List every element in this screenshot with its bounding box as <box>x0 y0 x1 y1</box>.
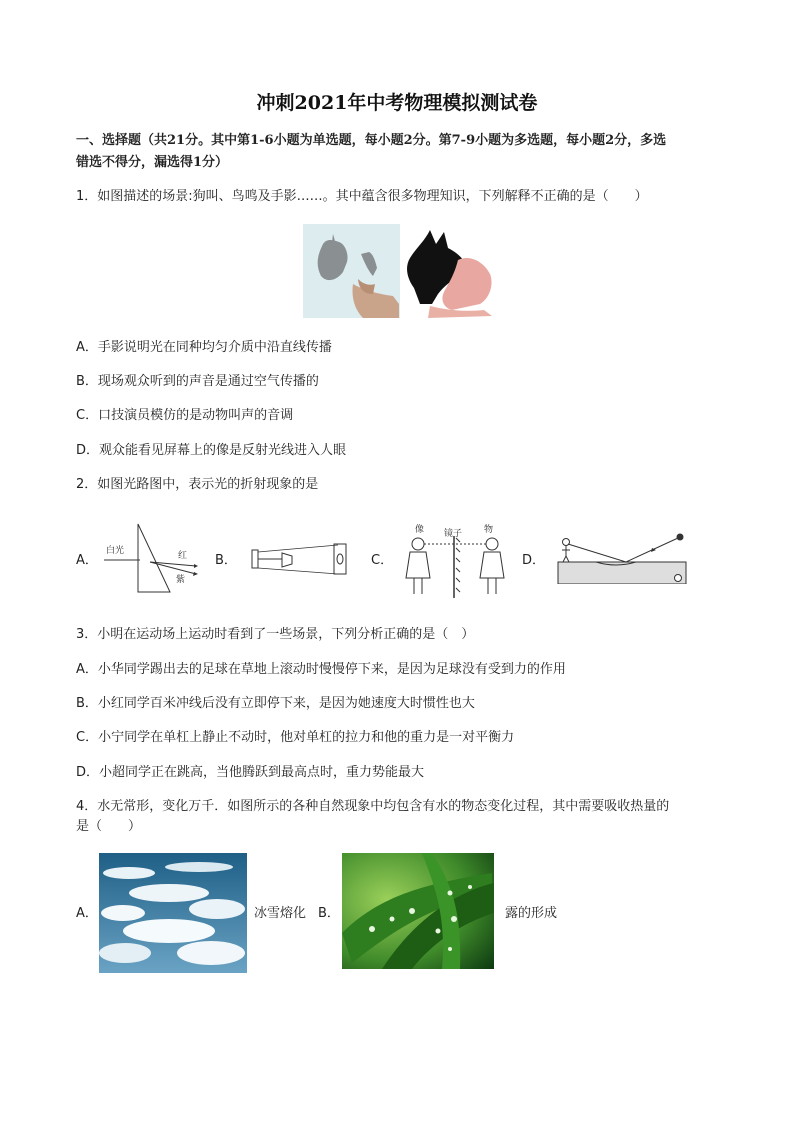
melting-ice-image <box>99 853 247 973</box>
question-3-stem: 3．小明在运动场上运动时看到了一些场景，下列分析正确的是（ ） <box>76 627 475 642</box>
question-2-option-a-label: A． <box>76 553 98 568</box>
dew-on-leaf-image <box>342 853 494 969</box>
section-header-line1: 一、选择题（共21分。其中第1-6小题为单选题，每小题2分。第7-9小题为多选题，每小题2分，多选 <box>76 133 667 148</box>
question-4-option-b-label: B． <box>318 906 340 921</box>
question-2-option-d-label: D． <box>522 553 546 568</box>
question-2-option-c-label: C． <box>371 553 394 568</box>
hand-shadow-image-right <box>400 224 497 318</box>
hand-shadow-image-left <box>303 224 400 318</box>
red-label: 红 <box>178 551 188 561</box>
question-4-stem-line2: 是（ ） <box>76 819 142 834</box>
question-4-option-a-label: A． <box>76 906 98 921</box>
question-3-option-d: D．小超同学正在跳高，当他腾跃到最高点时，重力势能最大 <box>76 765 425 780</box>
violet-label: 紫 <box>176 575 186 585</box>
section-header-line2: 错选不得分，漏选得1分） <box>76 155 229 170</box>
pinhole-camera-diagram <box>248 540 358 580</box>
question-4-option-b-text: 露的形成 <box>505 906 558 921</box>
page-title: 冲刺2021年中考物理模拟测试卷 <box>256 92 538 114</box>
object-label: 物 <box>484 525 494 535</box>
question-4-option-a-text: 冰雪熔化 <box>254 906 307 921</box>
white-light-label: 白光 <box>106 546 125 556</box>
plane-mirror-diagram <box>400 534 510 598</box>
question-1-option-b: B．现场观众听到的声音是通过空气传播的 <box>76 374 319 389</box>
question-3-option-b: B．小红同学百米冲线后没有立即停下来，是因为她速度大时惯性也大 <box>76 696 475 711</box>
question-1-option-d: D．观众能看见屏幕上的像是反射光线进入人眼 <box>76 443 347 458</box>
question-1-option-a: A．手影说明光在同种均匀介质中沿直线传播 <box>76 340 332 355</box>
water-refraction-diagram <box>556 532 688 584</box>
question-3-option-a: A．小华同学踢出去的足球在草地上滚动时慢慢停下来，是因为足球没有受到力的作用 <box>76 662 566 677</box>
question-1-stem: 1．如图描述的场景:狗叫、鸟鸣及手影……。其中蕴含很多物理知识，下列解释不正确的是（ ） <box>76 189 648 204</box>
question-4-stem-line1: 4．水无常形，变化万千．如图所示的各种自然现象中均包含有水的物态变化过程，其中需要吸收热量的 <box>76 799 670 814</box>
question-3-option-c: C．小宁同学在单杠上静止不动时，他对单杠的拉力和他的重力是一对平衡力 <box>76 730 515 745</box>
question-1-option-c: C．口技演员模仿的是动物叫声的音调 <box>76 408 294 423</box>
question-2-stem: 2．如图光路图中，表示光的折射现象的是 <box>76 477 319 492</box>
image-label: 像 <box>415 525 425 535</box>
mirror-label: 镜子 <box>444 529 463 539</box>
question-2-option-b-label: B． <box>215 553 237 568</box>
